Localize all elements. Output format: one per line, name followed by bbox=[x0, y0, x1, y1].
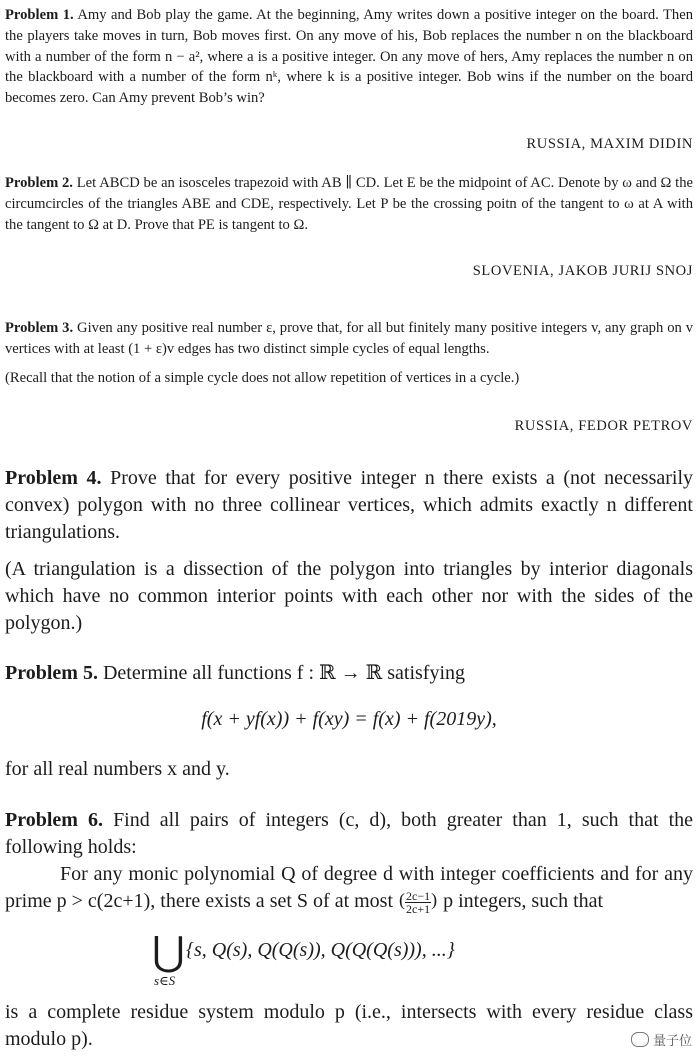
problem-1-statement bbox=[5, 5, 693, 109]
union-expression: {s, Q(s), Q(Q(s)), Q(Q(Q(s))), ...} bbox=[186, 939, 455, 961]
problem-4-label: Problem 4. bbox=[5, 467, 102, 489]
problem-5 bbox=[5, 660, 693, 800]
problem-1-text: Amy and Bob play the game. At the beginning, Amy writes down a positive integer on the board. Then the players take moves in turn, Bob moves first. On any move of his, Bob replaces the number n on the blackboard with a number of the form n − a², where a is a positive integer. On any move of hers, Amy replaces the number n on the blackboard with a number of the form nᵏ, where k is a positive integer. Bob wins if the number on the board becomes zero. Can Amy prevent Bob’s win? bbox=[5, 7, 693, 107]
problem-6-statement bbox=[5, 807, 693, 861]
problem-3-author: RUSSIA, FEDOR PETROV bbox=[514, 418, 693, 434]
problem-6-text: Find all pairs of integers (c, d), both greater than 1, such that the following holds: bbox=[5, 809, 694, 858]
problem-6-end: is a complete residue system modulo p (i.e., intersects with every residue class modulo p). bbox=[5, 1001, 693, 1050]
problem-2-author: SLOVENIA, JAKOB JURIJ SNOJ bbox=[472, 263, 693, 279]
problem-5-statement bbox=[5, 660, 693, 687]
problem-5-text: Determine all functions f : ℝ → ℝ satisfying bbox=[102, 662, 466, 684]
problem-6 bbox=[5, 807, 693, 1057]
problem-3 bbox=[5, 318, 693, 388]
problem-1 bbox=[5, 5, 693, 109]
problem-4 bbox=[5, 465, 693, 637]
fraction-numerator: 2c−1 bbox=[406, 888, 431, 903]
problem-5-equation: f(x + yf(x)) + f(xy) = f(x) + f(2019y), bbox=[201, 708, 497, 730]
problem-2-statement bbox=[5, 173, 693, 235]
problem-5-after: for all real numbers x and y. bbox=[5, 758, 230, 780]
problem-1-label: Problem 1. bbox=[5, 7, 74, 23]
problem-6-body bbox=[5, 861, 693, 915]
problem-4-text: Prove that for every positive integer n there exists a (not necessarily convex) polygon with no three collinear vertices, which admits exactly n different triangulations. bbox=[5, 467, 694, 543]
problem-2 bbox=[5, 173, 693, 235]
problem-4-note: (A triangulation is a dissection of the polygon into triangles by interior diagonals which have no common interior points with each other nor with the sides of the polygon.) bbox=[5, 558, 693, 634]
problem-5-label: Problem 5. bbox=[5, 662, 98, 684]
watermark bbox=[631, 1030, 692, 1049]
problem-3-label: Problem 3. bbox=[5, 320, 74, 336]
watermark-text: 量子位 bbox=[652, 1034, 692, 1049]
union-subscript: s∈S bbox=[154, 973, 176, 988]
wechat-icon bbox=[631, 1032, 649, 1047]
union-symbol: ⋃ bbox=[152, 929, 185, 975]
problem-2-label: Problem 2. bbox=[5, 175, 73, 191]
problem-3-note: (Recall that the notion of a simple cycle does not allow repetition of vertices in a cycle.) bbox=[5, 369, 520, 386]
problem-6-body-tail: p integers, such that bbox=[443, 890, 604, 912]
problem-2-text: Let ABCD be an isosceles trapezoid with AB ∥ CD. Let E be the midpoint of AC. Denote by ω and Ω the circumcircles of the triangles ABE and CDE, respectively. Let P be the crossing poitn of the tangent to ω at A with the tangent to Ω at D. Prove that PE is tangent to Ω. bbox=[5, 175, 694, 233]
problem-3-statement bbox=[5, 318, 693, 360]
problem-6-label: Problem 6. bbox=[5, 809, 103, 831]
problem-6-body-text: For any monic polynomial Q of degree d with integer coefficients and for any prime p > c(2c+1), there exists a set S of at most bbox=[5, 863, 693, 912]
problem-6-fraction: ( $\frac{2c-1}{2c+1}$ ) bbox=[399, 888, 438, 916]
fraction-denominator: 2c+1 bbox=[406, 901, 431, 916]
problem-1-author: RUSSIA, MAXIM DIDIN bbox=[526, 136, 693, 152]
problem-4-statement bbox=[5, 465, 693, 546]
problem-3-text: Given any positive real number ε, prove that, for all but finitely many positive integers v, any graph on v vertices with at least (1 + ε)v edges has two distinct simple cycles of equal lengths. bbox=[5, 320, 694, 357]
